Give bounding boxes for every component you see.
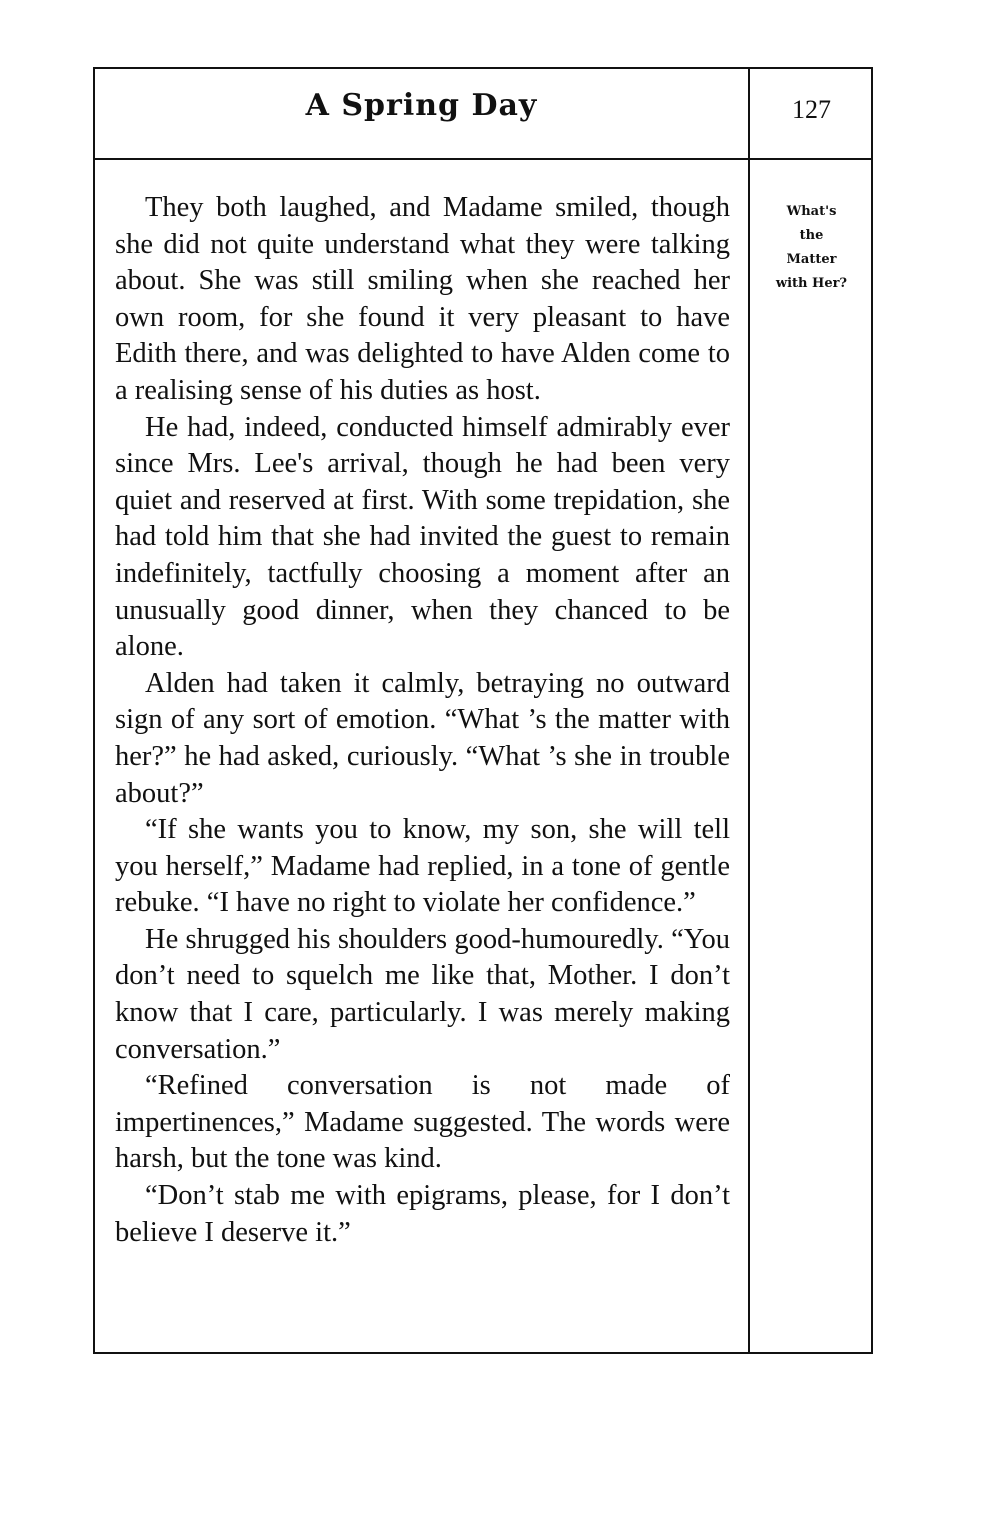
paragraph: He had, indeed, conducted himself admirably ever since Mrs. Lee's arrival, though he had been very quiet and reserved at first. With some trepidation, she had told him that she had invited the guest to remain indefinitely, tactfully choosing a moment after an unusually good dinner, when they chanced to be alone. xyxy=(115,411,730,663)
page-number: 127 xyxy=(792,95,831,124)
paragraph: “If she wants you to know, my son, she will tell you herself,” Madame had replied, in a tone of gentle rebuke. “I have no right to violate her confidence.” xyxy=(115,814,730,919)
paragraph: “Don’t stab me with epigrams, please, for I don’t believe I deserve it.” xyxy=(115,1180,730,1248)
margin-note-line: with Her? xyxy=(775,276,848,291)
body-text xyxy=(115,190,730,1251)
paragraph: Alden had taken it calmly, betraying no outward sign of any sort of emotion. “What ’s the matter with her?” he had asked, curiously. “What ’s she in trouble about?” xyxy=(115,667,730,809)
column-divider xyxy=(748,67,750,1354)
margin-note-line: the xyxy=(799,228,824,243)
header-rule xyxy=(93,158,873,160)
paragraph: “Refined conversation is not made of impertinences,” Madame suggested. The words were harsh, but the tone was kind. xyxy=(115,1070,730,1175)
paragraph: They both laughed, and Madame smiled, though she did not quite understand what they were talking about. She was still smiling when she reached her own room, for she found it very pleasant to have Edith there, and was delighted to have Alden come to a realising sense of his duties as host. xyxy=(115,192,730,406)
margin-note xyxy=(752,200,871,296)
paragraph: He shrugged his shoulders good-humouredly. “You don’t need to squelch me like that, Mother. I don’t know that I care, particularly. I was merely making conversation.” xyxy=(115,923,730,1065)
margin-note-line: What's xyxy=(786,204,837,219)
margin-note-line: Matter xyxy=(786,252,837,267)
running-head: A Spring Day xyxy=(305,88,538,123)
